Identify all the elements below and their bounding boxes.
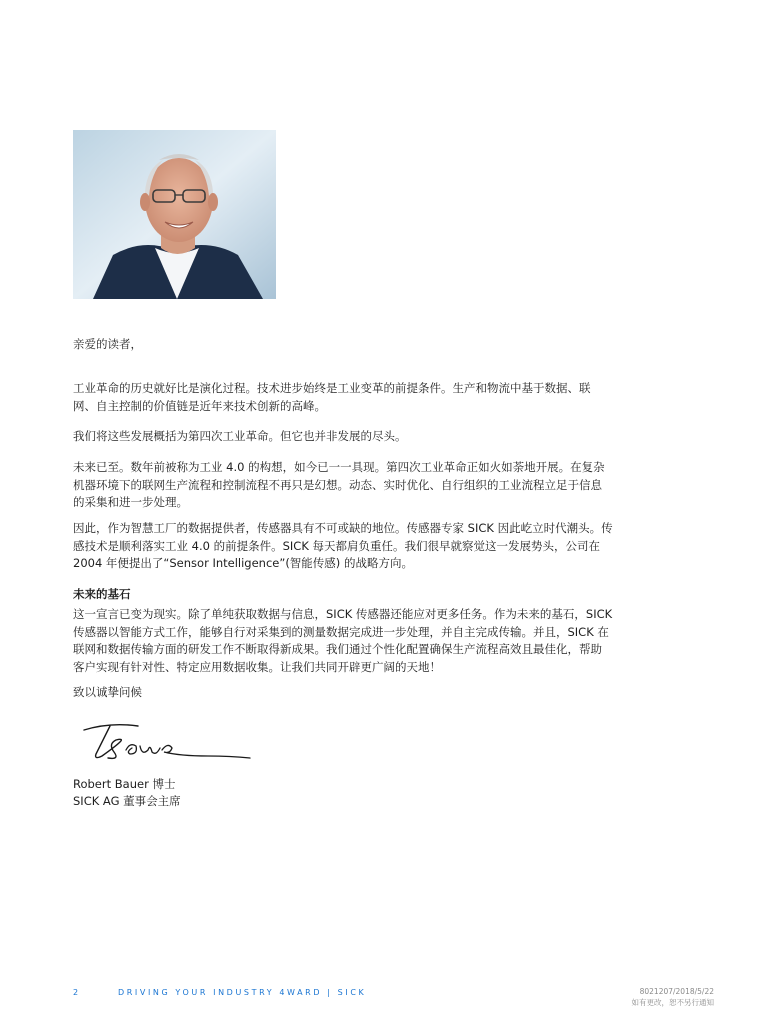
- footer-brand-line: DRIVING YOUR INDUSTRY 4WARD | SICK: [118, 988, 367, 997]
- portrait-illustration: [73, 130, 276, 299]
- change-notice: 如有更改，恕不另行通知: [631, 998, 714, 1007]
- paragraph-future-arrived: 未来已至。数年前被称为工业 4.0 的构想，如今已一一具现。第四次工业革命正如火如荼地开展。在复杂机器环境下的联网生产流程和控制流程不再只是幻想。动态、实时优化、自行组织的工业流程立足于信息的采集和进一步处理。: [73, 460, 605, 509]
- section-heading: 未来的基石: [73, 587, 131, 601]
- footer-doc-info: [632, 986, 715, 1008]
- handwritten-signature: [80, 712, 255, 772]
- signer-name: Robert Bauer 博士: [73, 777, 176, 791]
- paragraph-industrial-revolution: 工业革命的历史就好比是演化过程。技术进步始终是工业变革的前提条件。生产和物流中基于数据、联网、自主控制的价值链是近年来技术创新的高峰。: [73, 381, 591, 413]
- paragraph-sensors: 因此，作为智慧工厂的数据提供者，传感器具有不可或缺的地位。传感器专家 SICK 因此屹立时代潮头。传感技术是顺利落实工业 4.0 的前提条件。SICK 每天都肩负重任。我们很早就察觉这一发展势头，公司在 2004 年便提出了“Sensor Intelligence”(智能传感) 的战略方向。: [73, 521, 613, 570]
- signer-title: SICK AG 董事会主席: [73, 794, 181, 808]
- signature-image: [80, 712, 255, 772]
- paragraph-fourth-revolution: 我们将这些发展概括为第四次工业革命。但它也并非发展的尽头。: [73, 429, 407, 443]
- salutation: 亲爱的读者，: [73, 337, 142, 351]
- portrait-photo: [73, 130, 276, 299]
- signer-block: [73, 776, 613, 810]
- paragraph-future-foundation: 这一宣言已变为现实。除了单纯获取数据与信息，SICK 传感器还能应对更多任务。作为未来的基石，SICK 传感器以智能方式工作，能够自行对采集到的测量数据完成进一步处理，并自主完成传输。并且，SICK 在联网和数据传输方面的研发工作不断取得新成果。我们通过个性化配置确保生产流程高效且最佳化，帮助客户实现有针对性、特定应用数据收集。让我们共同开辟更广阔的天地！: [73, 607, 613, 674]
- page-number: 2: [73, 988, 79, 997]
- document-code: 8021207/2018/5/22: [639, 987, 714, 996]
- closing-greeting: 致以诚挚问候: [73, 685, 142, 699]
